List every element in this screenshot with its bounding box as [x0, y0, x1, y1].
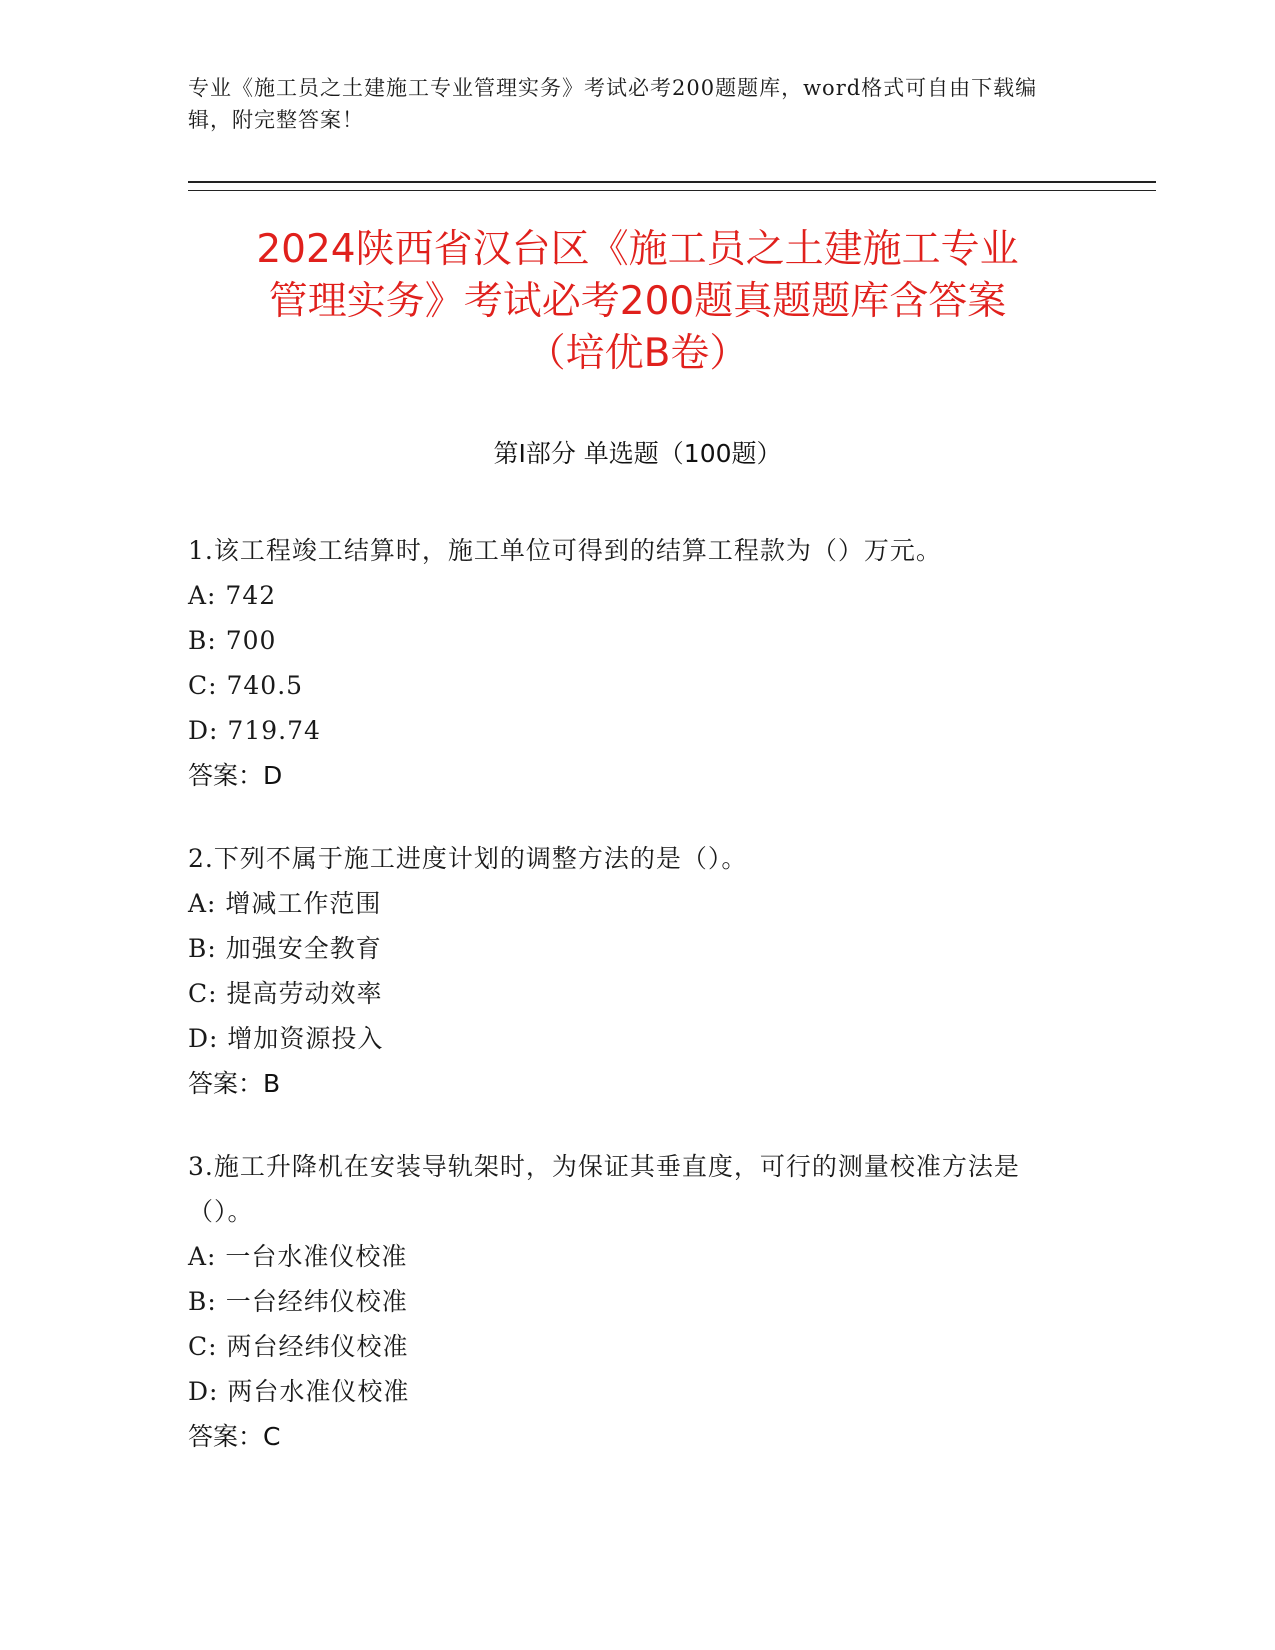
header-note: 专业《施工员之土建施工专业管理实务》考试必考200题题库，word格式可自由下载编辑，附完整答案！	[188, 76, 1038, 132]
option-d: D: 两台水准仪校准	[188, 1377, 410, 1406]
option-b: B: 加强安全教育	[188, 934, 382, 963]
answer-line: 答案：C	[188, 1422, 281, 1451]
document-title	[150, 224, 1125, 380]
section-title: 第I部分 单选题（100题）	[493, 439, 782, 468]
answer-line: 答案：B	[188, 1069, 281, 1098]
question-1	[188, 528, 1068, 798]
option-b: B: 700	[188, 626, 277, 655]
document-title-line-2: 管理实务》考试必考200题真题题库含答案	[268, 279, 1007, 324]
option-b: B: 一台经纬仪校准	[188, 1287, 408, 1316]
option-a: A: 增减工作范围	[188, 889, 382, 918]
option-c: C: 740.5	[188, 671, 304, 700]
option-a: A: 一台水准仪校准	[188, 1242, 408, 1271]
question-3	[188, 1144, 1068, 1459]
header-divider-thick	[188, 181, 1156, 183]
option-d: D: 增加资源投入	[188, 1024, 384, 1053]
option-c: C: 提高劳动效率	[188, 979, 383, 1008]
option-d: D: 719.74	[188, 716, 321, 745]
question-stem: 1.该工程竣工结算时，施工单位可得到的结算工程款为（）万元。	[188, 536, 942, 565]
document-title-line-1: 2024陕西省汉台区《施工员之土建施工专业	[256, 227, 1019, 272]
option-c: C: 两台经纬仪校准	[188, 1332, 409, 1361]
header-divider-thin	[188, 190, 1156, 191]
question-stem: 3.施工升降机在安装导轨架时，为保证其垂直度，可行的测量校准方法是（）。	[188, 1152, 1020, 1226]
answer-line: 答案：D	[188, 761, 283, 790]
document-title-line-3: （培优B卷）	[526, 331, 749, 376]
question-2	[188, 836, 1068, 1106]
question-list	[188, 528, 1068, 1497]
question-stem: 2.下列不属于施工进度计划的调整方法的是（）。	[188, 844, 748, 873]
option-a: A: 742	[188, 581, 277, 610]
